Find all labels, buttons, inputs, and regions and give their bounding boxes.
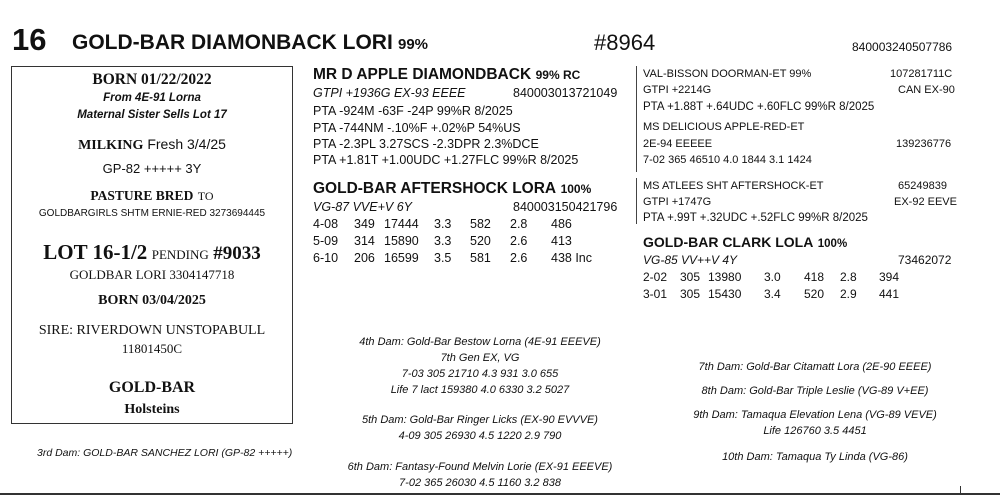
record-milk: 17444 <box>384 217 419 231</box>
record-protein: 394 <box>879 270 900 284</box>
fifth-dam: 5th Dam: Gold-Bar Ringer Licks (EX-90 EVVVE) <box>362 414 598 426</box>
record-fat: 581 <box>470 251 491 265</box>
record-fat: 418 <box>804 270 825 284</box>
bred-sire: GOLDBARGIRLS SHTM ERNIE-RED 3273694445 <box>38 208 266 219</box>
from-dam: From 4E-91 Lorna <box>103 92 201 104</box>
dam-score: VG-87 VVE+V 6Y <box>313 200 413 214</box>
record-protein-pct: 2.6 <box>510 251 528 265</box>
pending-number: #9033 <box>213 243 261 264</box>
pasture-label: PASTURE BRED <box>90 188 194 203</box>
record-age: 4-08 <box>313 217 339 231</box>
registration-number: 840003240507786 <box>852 40 953 54</box>
bottom-rule <box>0 493 1000 495</box>
sire-sire-pta: PTA +1.88T +.64UDC +.60FLC 99%R 8/2025 <box>643 101 875 113</box>
pasture-to: TO <box>197 189 214 203</box>
dam-pct: 100% <box>560 182 592 196</box>
eighth-dam: 8th Dam: Gold-Bar Triple Leslie (VG-89 V+EE) <box>701 385 929 397</box>
record-fat-pct: 3.0 <box>764 270 781 284</box>
dam-sire-name: MS ATLEES SHT AFTERSHOCK-ET <box>643 180 824 192</box>
farm-name: GOLD-BAR <box>108 379 196 396</box>
record-fat: 520 <box>470 234 491 248</box>
dam-sire-class: EX-92 EEVE <box>894 196 957 208</box>
sire-dam-class: 2E-94 EEEEE <box>643 138 713 150</box>
lot-sub-line <box>12 240 292 265</box>
pending-label: PENDING <box>151 247 209 262</box>
record-fat-pct: 3.4 <box>764 287 781 301</box>
sire-sire-gtpi: GTPI +2214G <box>643 84 712 96</box>
dam-reg: 840003150421796 <box>513 200 618 214</box>
sire-dam-name: MS DELICIOUS APPLE-RED-ET <box>643 121 805 133</box>
breed-name: Holsteins <box>124 402 180 417</box>
record-fat-pct: 3.3 <box>434 217 452 231</box>
record-days: 305 <box>680 287 701 301</box>
sire-pta-1: PTA -924M -63F -24P 99%R 8/2025 <box>313 104 513 118</box>
pasture-bred-line <box>12 187 292 205</box>
sixth-dam: 6th Dam: Fantasy-Found Melvin Lorie (EX-91 EEEVE) <box>347 461 613 473</box>
sale-info-box <box>11 66 293 424</box>
record-milk: 15890 <box>384 234 419 248</box>
dam-dam-title <box>643 234 847 252</box>
cow-name: GOLD-BAR DIAMONBACK LORI <box>72 31 393 54</box>
fifth-dam-record: 4-09 305 26930 4.5 1220 2.9 790 <box>398 430 562 442</box>
calf-sire: SIRE: RIVERDOWN UNSTOPABULL <box>38 323 266 338</box>
milking-label: MILKING <box>78 138 144 153</box>
record-days: 305 <box>680 270 701 284</box>
milking-line <box>12 136 292 154</box>
bottom-rule-tick <box>960 486 961 495</box>
born-date: BORN 01/22/2022 <box>92 71 212 88</box>
maternal-sister: Maternal Sister Sells Lot 17 <box>77 109 227 121</box>
record-milk: 16599 <box>384 251 419 265</box>
record-days: 314 <box>354 234 375 248</box>
sire-sire-class: CAN EX-90 <box>898 84 955 96</box>
tag-number: #8964 <box>594 30 656 55</box>
seventh-dam: 7th Dam: Gold-Bar Citamatt Lora (2E-90 EEEE) <box>698 361 932 373</box>
calf-born: BORN 03/04/2025 <box>98 293 206 308</box>
record-fat-pct: 3.5 <box>434 251 452 265</box>
record-fat-pct: 3.3 <box>434 234 452 248</box>
pedigree-divider-top <box>636 66 637 172</box>
record-fat: 582 <box>470 217 491 231</box>
record-protein-pct: 2.6 <box>510 234 528 248</box>
dam-dam-name: GOLD-BAR CLARK LOLA <box>643 234 814 250</box>
record-protein: 486 <box>551 217 572 231</box>
ninth-dam-life: Life 126760 3.5 4451 <box>763 425 867 437</box>
record-milk: 15430 <box>708 287 742 301</box>
sire-reg: 840003013721049 <box>513 86 618 100</box>
sire-pta-3: PTA -2.3PL 3.27SCS -2.3DPR 2.3%DCE <box>313 137 539 151</box>
sire-dam-reg: 139236776 <box>896 138 952 150</box>
lot-number: 16 <box>12 22 47 57</box>
record-age: 6-10 <box>313 251 339 265</box>
fourth-dam-life: Life 7 lact 159380 4.0 6330 3.2 5027 <box>390 384 570 396</box>
sixth-dam-record: 7-02 365 26030 4.5 1160 3.2 838 <box>399 477 561 489</box>
classification-score: GP-82 +++++ 3Y <box>102 161 202 176</box>
record-protein: 441 <box>879 287 900 301</box>
record-protein-pct: 2.8 <box>510 217 528 231</box>
fourth-dam-record: 7-03 305 21710 4.3 931 3.0 655 <box>401 368 559 380</box>
record-days: 206 <box>354 251 375 265</box>
dam-dam-reg: 73462072 <box>898 253 952 267</box>
tenth-dam: 10th Dam: Tamaqua Ty Linda (VG-86) <box>722 451 908 463</box>
sire-sire-name: VAL-BISSON DOORMAN-ET 99% <box>643 68 812 80</box>
sire-pta-2: PTA -744NM -.10%F +.02%P 54%US <box>313 121 521 135</box>
milking-value: Fresh 3/4/25 <box>147 136 226 152</box>
dam-sire-pta: PTA +.99T +.32UDC +.52FLC 99%R 8/2025 <box>643 212 868 224</box>
record-protein: 438 Inc <box>551 251 593 265</box>
sire-title <box>313 66 580 84</box>
record-age: 5-09 <box>313 234 339 248</box>
ninth-dam: 9th Dam: Tamaqua Elevation Lena (VG-89 VEVE) <box>693 409 937 421</box>
dam-name: GOLD-BAR AFTERSHOCK LORA <box>313 180 557 197</box>
record-age: 3-01 <box>643 287 668 301</box>
dam-title <box>313 180 591 198</box>
sire-name: MR D APPLE DIAMONDBACK <box>313 66 532 83</box>
calf-sire-reg: 11801450C <box>121 341 183 356</box>
record-protein-pct: 2.9 <box>840 287 857 301</box>
record-age: 2-02 <box>643 270 668 284</box>
third-dam: 3rd Dam: GOLD-BAR SANCHEZ LORI (GP-82 +++++) <box>37 447 293 459</box>
sire-pct: 99% RC <box>535 68 581 82</box>
dam-sire-gtpi: GTPI +1747G <box>643 196 712 208</box>
record-milk: 13980 <box>708 270 742 284</box>
fourth-dam-gen: 7th Gen EX, VG <box>440 352 520 364</box>
sire-dam-record: 7-02 365 46510 4.0 1844 3.1 1424 <box>643 154 812 166</box>
sire-sire-reg: 107281711C <box>890 68 953 80</box>
calf-name: GOLDBAR LORI 3304147718 <box>69 267 235 282</box>
record-days: 349 <box>354 217 375 231</box>
lot-sub-number: LOT 16-1/2 <box>43 240 148 264</box>
cow-percentage: 99% <box>398 36 429 53</box>
fourth-dam: 4th Dam: Gold-Bar Bestow Lorna (4E-91 EEEVE) <box>359 336 601 348</box>
dam-dam-pct: 100% <box>817 238 848 250</box>
pedigree-divider-bottom <box>636 178 637 224</box>
record-protein: 413 <box>551 234 572 248</box>
sire-gtpi: GTPI +1936G EX-93 EEEE <box>313 86 466 100</box>
dam-dam-score: VG-85 VV++V 4Y <box>643 253 738 267</box>
record-protein-pct: 2.8 <box>840 270 857 284</box>
record-fat: 520 <box>804 287 825 301</box>
dam-sire-reg: 65249839 <box>898 180 947 192</box>
sire-pta-4: PTA +1.81T +1.00UDC +1.27FLC 99%R 8/2025 <box>313 153 579 167</box>
